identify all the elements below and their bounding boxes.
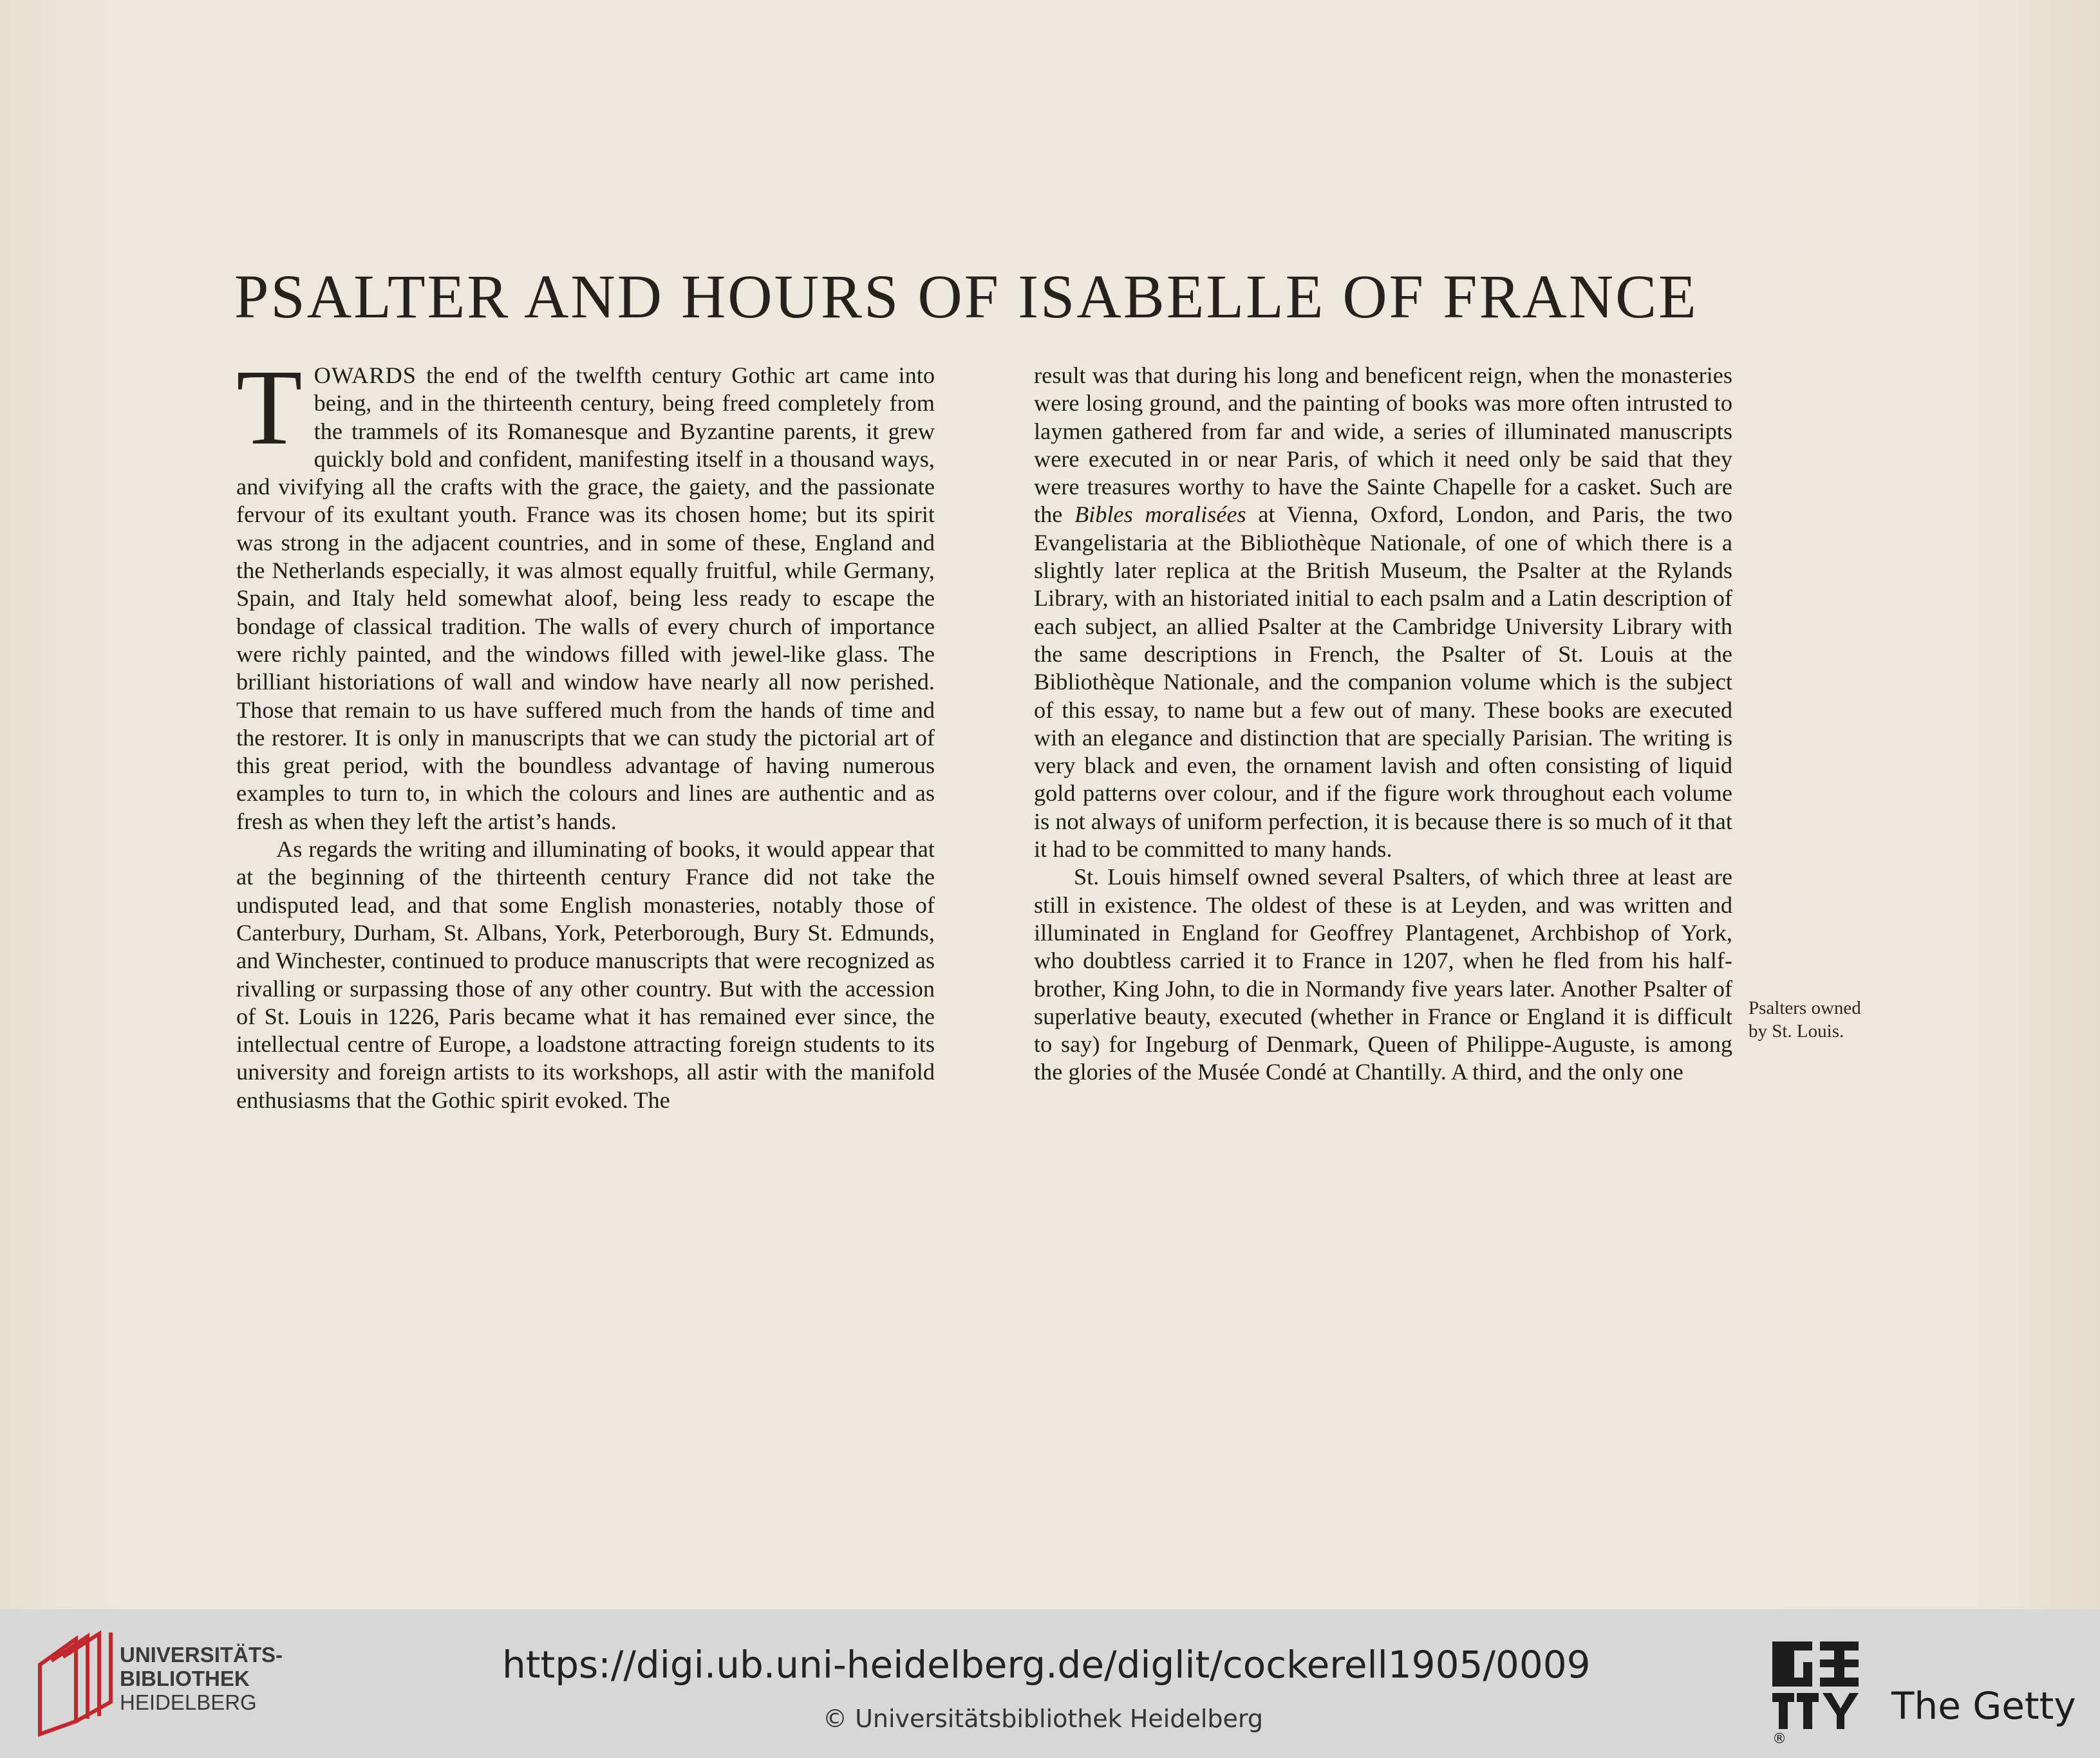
footer-bar [0,1609,2100,1758]
paragraph-text: at Vienna, Oxford, London, and Paris, the two Evangelistaria at the Bibliothèque Nationale, of one of which there is a slightly later replica at the British Museum, the Psalter at the Rylands Library, with an historiated initial to each psalm and a Latin description of each subject, an allied Psalter at the Cambridge University Library with the same descriptions in French, the Psalter of St. Louis at the Bibliothèque Nationale, and the companion volume which is the subject of this essay, to name but a few out of many. These books are executed with an elegance and distinction that are specially Parisian. The writing is very black and even, the ornament lavish and often consisting of liquid gold patterns over colour, and if the figure work throughout each volume is not always of uniform perfection, it is because there is so much of it that it had to be committed to many hands. [1034,501,1732,863]
paragraph: St. Louis himself owned several Psalters, of which three at least are still in existence. The oldest of these is at Leyden, and was written and illuminated in England for Geoffrey Plantagenet, Archbishop of York, who doubtless carried it to France in 1207, when he fled from his halfbrother, King John, to die in Normandy five years later. Another Psalter of superlative beauty, executed (whether in France or England it is difficult to say) for Ingeburg of Denmark, Queen of Philippe-Auguste, is among the glories of the Musée Condé at Chantilly. A third, and the only one [1034,864,1732,1085]
permalink-url[interactable]: https://digi.ub.uni-heidelberg.de/diglit/cockerell1905/0009 [502,1643,1591,1687]
ub-heidelberg-logo-icon[interactable] [26,1625,122,1741]
paragraph-text: result was that during his long and beneficent reign, when the monasteries were losing ground, and the painting of books was more often intrusted to laymen gathered from far and wide, a series of illuminated manuscripts were executed in or near Paris, of which it need only be said that they were treasures worthy to have the Sainte Chapelle for a casket. Such are the [1034,362,1732,528]
getty-wordmark[interactable]: The Getty [1891,1684,2076,1728]
text-column-right [1034,362,1732,1087]
registered-mark: ® [1772,1731,1786,1746]
opening-smallcaps: OWARDS [314,362,417,388]
text-column-left [236,348,935,1114]
ub-line: HEIDELBERG [120,1690,257,1714]
getty-logo-icon[interactable] [1767,1636,1864,1746]
ub-line: BIBLIOTHEK [120,1667,250,1690]
paragraph-text: the end of the twelfth century Gothic art came into being, and in the thirteenth century, being freed completely from the trammels of its Romanesque and Byzantine parents, it grew quickly bold and confident, manifesting itself in a thousand ways, and vivifying all the crafts with the grace, the gaiety, and the passionate fervour of its exultant youth. France was its chosen home; but its spirit was strong in the adjacent countries, and in some of these, England and the Netherlands especially, it was almost equally fruitful, while Germany, Spain, and Italy held somewhat aloof, being less ready to escape the bondage of classical tradition. The walls of every church of importance were richly painted, and the windows filled with jewel-like glass. The brilliant historiations of wall and window have nearly all now perished. Those that remain to us have suffered much from the hands of time and the restorer. It is only in manuscripts that we can study the pictorial art of this great period, with the boundless advantage of having numerous examples to turn to, in which the colours and lines are authentic and as fresh as when they left the artist’s hands. [236,362,935,834]
paragraph [236,348,935,836]
italic-title: Bibles moralisées [1074,501,1246,528]
ub-line: UNIVERSITÄTS- [120,1643,283,1667]
paragraph [1034,362,1732,863]
paragraph: As regards the writing and illuminating of books, it would appear that at the beginning of the thirteenth century France did not take the undisputed lead, and that some English monasteries, notably those of Canterbury, Durham, St. Albans, York, Peterborough, Bury St. Edmunds, and Winchester, continued to produce manuscripts that were recognized as rivalling or surpassing those of any other country. But with the accession of St. Louis in 1226, Paris became what it has remained ever since, the intellectual centre of Europe, a loadstone attracting foreign students to its university and foreign artists to its workshops, all astir with the manifold enthusiasms that the Gothic spirit evoked. The [236,836,935,1113]
drop-cap: T [236,348,303,467]
page-title: PSALTER AND HOURS OF ISABELLE OF FRANCE [234,262,1698,331]
margin-note: Psalters owned by St. Louis. [1748,998,1861,1042]
copyright-notice: © Universitätsbibliothek Heidelberg [822,1705,1264,1733]
ub-wordmark[interactable] [120,1643,283,1714]
